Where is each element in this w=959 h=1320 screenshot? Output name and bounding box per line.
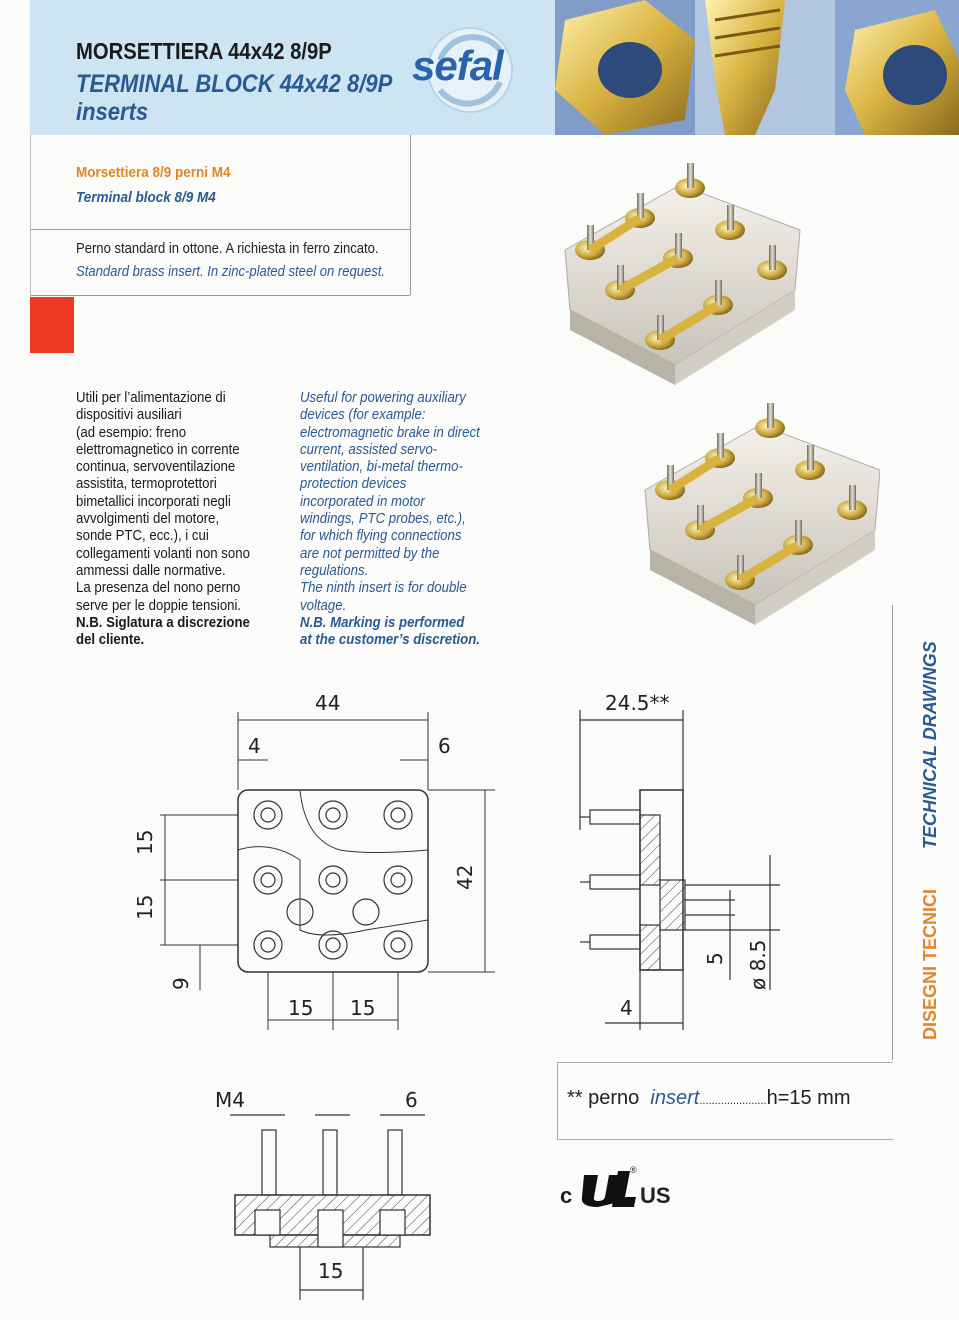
description-en-line: protection devices — [300, 475, 407, 493]
ul-registered: ® — [630, 1165, 637, 1175]
ul-certification-mark — [560, 1165, 675, 1210]
description-en-line: regulations. — [300, 561, 369, 579]
description-it-nb-line: N.B. Siglatura a discrezione — [76, 613, 250, 631]
description-it-nb-line: del cliente. — [76, 631, 145, 649]
terminal-block-photo — [550, 150, 880, 640]
description-it-line: sonde PTC, ecc.), i cui — [76, 527, 209, 545]
note-value: h=15 mm — [766, 1087, 851, 1109]
divider-h-1 — [30, 229, 410, 230]
dim-right-margin: 6 — [438, 734, 451, 758]
note-dots: ...................... — [699, 1095, 767, 1107]
description-it-line: elettromagnetico in corrente — [76, 440, 240, 458]
description-it-line: dispositivi ausiliari — [76, 406, 182, 424]
description-it-nb — [76, 614, 287, 649]
description-en-line: windings, PTC probes, etc.), — [300, 510, 466, 528]
front-view-drawing — [210, 1085, 450, 1305]
side-view-drawing — [565, 690, 795, 1035]
dim-depth: 24.5** — [605, 691, 670, 715]
brass-parts-photo — [555, 0, 959, 135]
description-it-line: assistita, termoprotettori — [76, 475, 217, 493]
note-stars: ** — [567, 1087, 583, 1109]
dim-width: 44 — [315, 691, 341, 715]
description-it-line: Utili per l’alimentazione di — [76, 389, 226, 406]
dim-front-pitch: 15 — [318, 1259, 344, 1283]
divider-h-2 — [30, 295, 410, 296]
description-en-line: devices (for example: — [300, 406, 426, 424]
description-en-nb — [300, 614, 507, 649]
side-tab-it: DISEGNI TECNICI — [920, 888, 940, 1040]
description-en-line: voltage. — [300, 596, 347, 614]
dim-pitch-v2: 15 — [133, 894, 157, 920]
description-en-nb-line: N.B. Marking is performed — [300, 613, 465, 631]
dim-thread: M4 — [215, 1088, 245, 1112]
divider-v-top — [410, 135, 411, 295]
description-it-line: (ad esempio: freno — [76, 423, 187, 441]
subtitle-it: Morsettiera 8/9 perni M4 — [76, 164, 231, 181]
description-en-body — [300, 389, 507, 614]
description-en-line: incorporated in motor — [300, 492, 425, 510]
dim-pitch-v1: 15 — [133, 829, 157, 855]
title-en-line1: TERMINAL BLOCK 44x42 8/9P — [76, 70, 393, 98]
title-en-line2: inserts — [76, 98, 149, 126]
page-title-en — [76, 70, 392, 126]
description-en-line: ventilation, bi-metal thermo- — [300, 458, 463, 476]
divider-v-left — [30, 135, 31, 300]
dim-left-margin: 4 — [248, 734, 261, 758]
dim-diameter: ø 8.5 — [746, 939, 770, 990]
description-it-line: continua, servoventilazione — [76, 458, 236, 476]
description-it-line: serve per le doppie tensioni. — [76, 596, 242, 614]
dim-thickness: 4 — [620, 996, 633, 1020]
side-tab-label — [920, 620, 941, 1040]
standard-it: Perno standard in ottone. A richiesta in ferro zincato. — [76, 241, 379, 257]
standard-en: Standard brass insert. In zinc-plated steel on request. — [76, 264, 386, 280]
description-it-line: bimetallici incorporati negli — [76, 492, 231, 510]
dim-height: 42 — [453, 864, 477, 890]
ul-logo-icon — [578, 1167, 638, 1209]
dim-step: 5 — [703, 952, 727, 965]
description-en-line: The ninth insert is for double — [300, 579, 467, 597]
logo-text: sefal — [412, 42, 503, 89]
description-it-body — [76, 389, 287, 614]
description-it-line: ammessi dalle normative. — [76, 561, 226, 579]
dim-bottom: 9 — [169, 977, 193, 990]
note-text — [567, 1087, 851, 1110]
description-it-line: La presenza del nono perno — [76, 579, 241, 597]
description-en-line: electromagnetic brake in direct — [300, 423, 480, 441]
note-insert: insert — [650, 1087, 700, 1109]
red-marker — [30, 297, 74, 353]
ul-us: US — [640, 1183, 671, 1208]
top-view-drawing — [130, 690, 510, 1040]
description-en-line: for which flying connections — [300, 527, 462, 545]
description-en-line: Useful for powering auxiliary — [300, 389, 466, 406]
dim-pitch-h1: 15 — [288, 996, 314, 1020]
description-it-line: avvolgimenti del motore, — [76, 510, 220, 528]
description-en-line: current, assisted servo- — [300, 440, 438, 458]
description-it — [76, 389, 287, 648]
dim-pitch-h2: 15 — [350, 996, 376, 1020]
description-it-line: collegamenti volanti non sono — [76, 544, 250, 562]
dim-nut: 6 — [405, 1088, 418, 1112]
note-perno: perno — [588, 1087, 640, 1109]
ul-c: c — [560, 1183, 573, 1208]
description-en — [300, 389, 507, 648]
subtitle-en: Terminal block 8/9 M4 — [76, 189, 216, 206]
description-en-line: are not permitted by the — [300, 544, 440, 562]
description-en-nb-line: at the customer’s discretion. — [300, 631, 480, 649]
side-tab-en: TECHNICAL DRAWINGS — [920, 641, 940, 849]
page-title-it: MORSETTIERA 44x42 8/9P — [76, 38, 332, 64]
